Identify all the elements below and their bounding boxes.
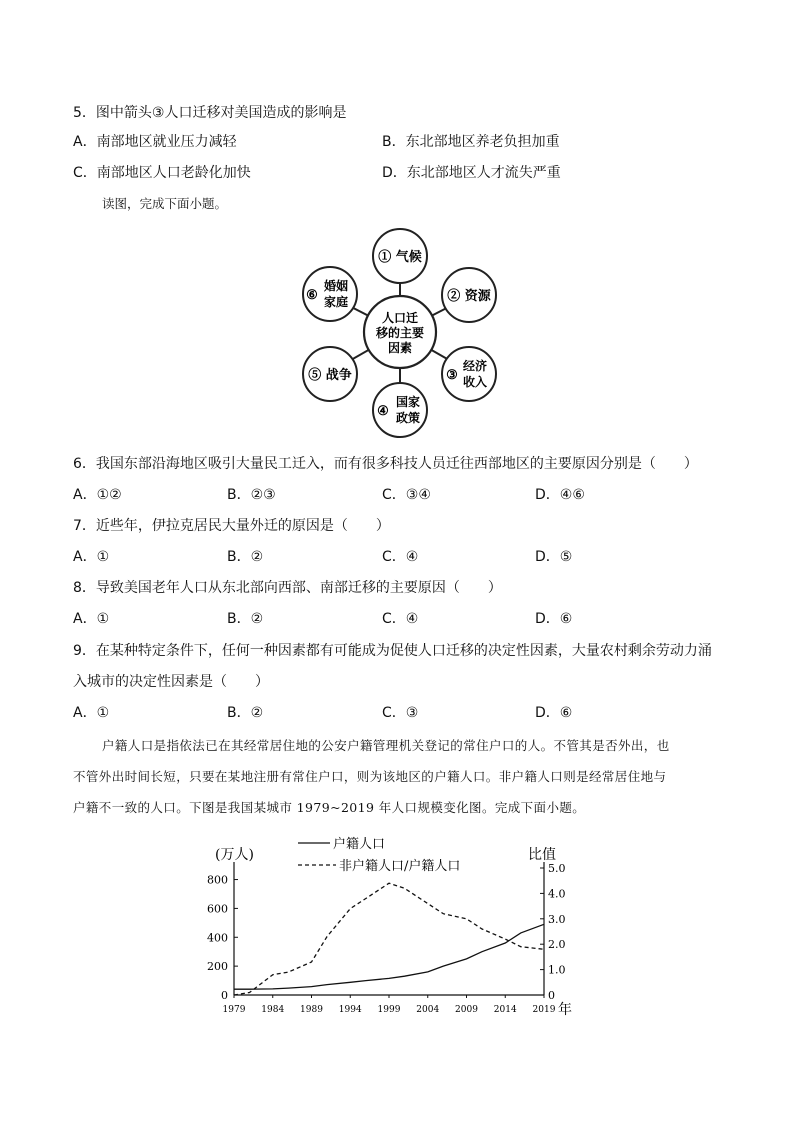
- factor-family-num: ⑥: [306, 288, 318, 303]
- q7-option-a[interactable]: A．①: [73, 549, 110, 565]
- left-tick-label: 200: [207, 960, 228, 974]
- factor-income-num: ③: [446, 368, 458, 383]
- center-line2: 移的主要: [375, 326, 425, 340]
- x-tick-label: 1994: [338, 1005, 362, 1015]
- q8-option-b[interactable]: B．②: [227, 611, 264, 627]
- right-axis-unit: 比值: [528, 847, 556, 863]
- q9-stem-line1: 9．在某种特定条件下，任何一种因素都有可能成为促使人口迁移的决定性因素，大量农村剩余劳动力涌: [73, 643, 712, 659]
- q6-option-b[interactable]: B．②③: [227, 487, 276, 503]
- q5-option-c[interactable]: C．南部地区人口老龄化加快: [73, 165, 251, 181]
- q8-option-a[interactable]: A．①: [73, 611, 110, 627]
- legend-dashed-label: 非户籍人口/户籍人口: [339, 859, 461, 874]
- q6-option-d[interactable]: D．④⑥: [535, 487, 585, 503]
- right-tick-label: 1.0: [548, 963, 566, 977]
- q5-stem: 5．图中箭头③人口迁移对美国造成的影响是: [73, 105, 347, 121]
- q6-option-c[interactable]: C．③④: [382, 487, 431, 503]
- q6-stem: 6．我国东部沿海地区吸引大量民工迁入，而有很多科技人员迁往西部地区的主要原因分别是（ ）: [73, 456, 698, 472]
- q9-option-d[interactable]: D．⑥: [535, 705, 573, 721]
- population-chart: [200, 832, 590, 1032]
- factor-family: [303, 267, 357, 321]
- intro2-line1: 户籍人口是指依法已在其经常居住地的公安户籍管理机关登记的常住户口的人。不管其是否外出，也: [102, 738, 670, 753]
- factor-climate: [373, 229, 427, 283]
- x-tick-label: 2004: [416, 1005, 440, 1015]
- factor-policy-line1: 国家: [395, 395, 421, 409]
- factor-war: [303, 347, 357, 401]
- series-registered-line: [234, 924, 544, 989]
- q9-option-c[interactable]: C．③: [382, 705, 419, 721]
- q6-option-a[interactable]: A．①②: [73, 487, 122, 503]
- intro-read-diagram: 读图，完成下面小题。: [102, 196, 228, 211]
- factor-resources-label: ② 资源: [447, 289, 491, 304]
- x-tick-label: 2019: [532, 1005, 556, 1015]
- q9-option-b[interactable]: B．②: [227, 705, 264, 721]
- q7-option-c[interactable]: C．④: [382, 549, 419, 565]
- factor-family-line1: 婚姻: [323, 279, 349, 293]
- q9-option-a[interactable]: A．①: [73, 705, 110, 721]
- q7-option-b[interactable]: B．②: [227, 549, 264, 565]
- migration-factors-diagram: [290, 222, 510, 444]
- left-tick-label: 400: [207, 931, 228, 945]
- left-tick-label: 800: [207, 873, 228, 887]
- q7-stem: 7．近些年，伊拉克居民大量外迁的原因是（ ）: [73, 518, 390, 534]
- q5-option-d[interactable]: D．东北部地区人才流失严重: [382, 165, 561, 181]
- q7-option-d[interactable]: D．⑤: [535, 549, 573, 565]
- right-tick-label: 2.0: [548, 938, 566, 952]
- left-tick-label: 600: [207, 902, 228, 916]
- factor-family-line2: 家庭: [323, 295, 349, 309]
- x-tick-label: 2014: [493, 1005, 517, 1015]
- factor-income: [442, 347, 496, 401]
- q8-option-c[interactable]: C．④: [382, 611, 419, 627]
- q9-stem-line2: 入城市的决定性因素是（ ）: [73, 674, 269, 690]
- x-tick-label: 1979: [222, 1005, 246, 1015]
- q8-option-d[interactable]: D．⑥: [535, 611, 573, 627]
- x-tick-label: 1984: [261, 1005, 285, 1015]
- factor-climate-label: ① 气候: [378, 250, 422, 265]
- intro2-line3: 户籍不一致的人口。下图是我国某城市 1979~2019 年人口规模变化图。完成下面小题。: [73, 800, 586, 815]
- factor-policy-line2: 政策: [395, 411, 421, 425]
- q8-stem: 8．导致美国老年人口从东北部向西部、南部迁移的主要原因（ ）: [73, 580, 502, 596]
- right-tick-label: 3.0: [548, 912, 566, 926]
- center-node: [364, 296, 436, 368]
- q5-option-b[interactable]: B．东北部地区养老负担加重: [382, 134, 560, 150]
- center-line1: 人口迁: [381, 311, 419, 325]
- center-line3: 因素: [387, 341, 413, 355]
- factor-policy-num: ④: [377, 404, 389, 419]
- q5-option-a[interactable]: A．南部地区就业压力减轻: [73, 134, 237, 150]
- factor-income-line2: 收入: [462, 375, 488, 389]
- x-tick-label: 1989: [300, 1005, 323, 1015]
- left-axis-unit: (万人): [215, 847, 254, 863]
- x-tick-label: 2009: [455, 1005, 478, 1015]
- factor-income-line1: 经济: [462, 359, 488, 373]
- x-tick-label: 1999: [377, 1005, 401, 1015]
- intro2-line2: 不管外出时间长短，只要在某地注册有常住户口，则为该地区的户籍人口。非户籍人口则是经常居住地与: [73, 769, 667, 784]
- factor-resources: [442, 268, 496, 322]
- right-tick-label: 4.0: [548, 887, 566, 901]
- right-tick-label: 0: [548, 989, 555, 1002]
- left-tick-label: 0: [221, 989, 228, 1002]
- factor-war-label: ⑤ 战争: [308, 368, 352, 383]
- factor-policy: [373, 383, 427, 437]
- right-tick-label: 5.0: [548, 862, 566, 875]
- legend-solid-label: 户籍人口: [333, 837, 386, 852]
- x-axis-unit: 年: [558, 1002, 572, 1018]
